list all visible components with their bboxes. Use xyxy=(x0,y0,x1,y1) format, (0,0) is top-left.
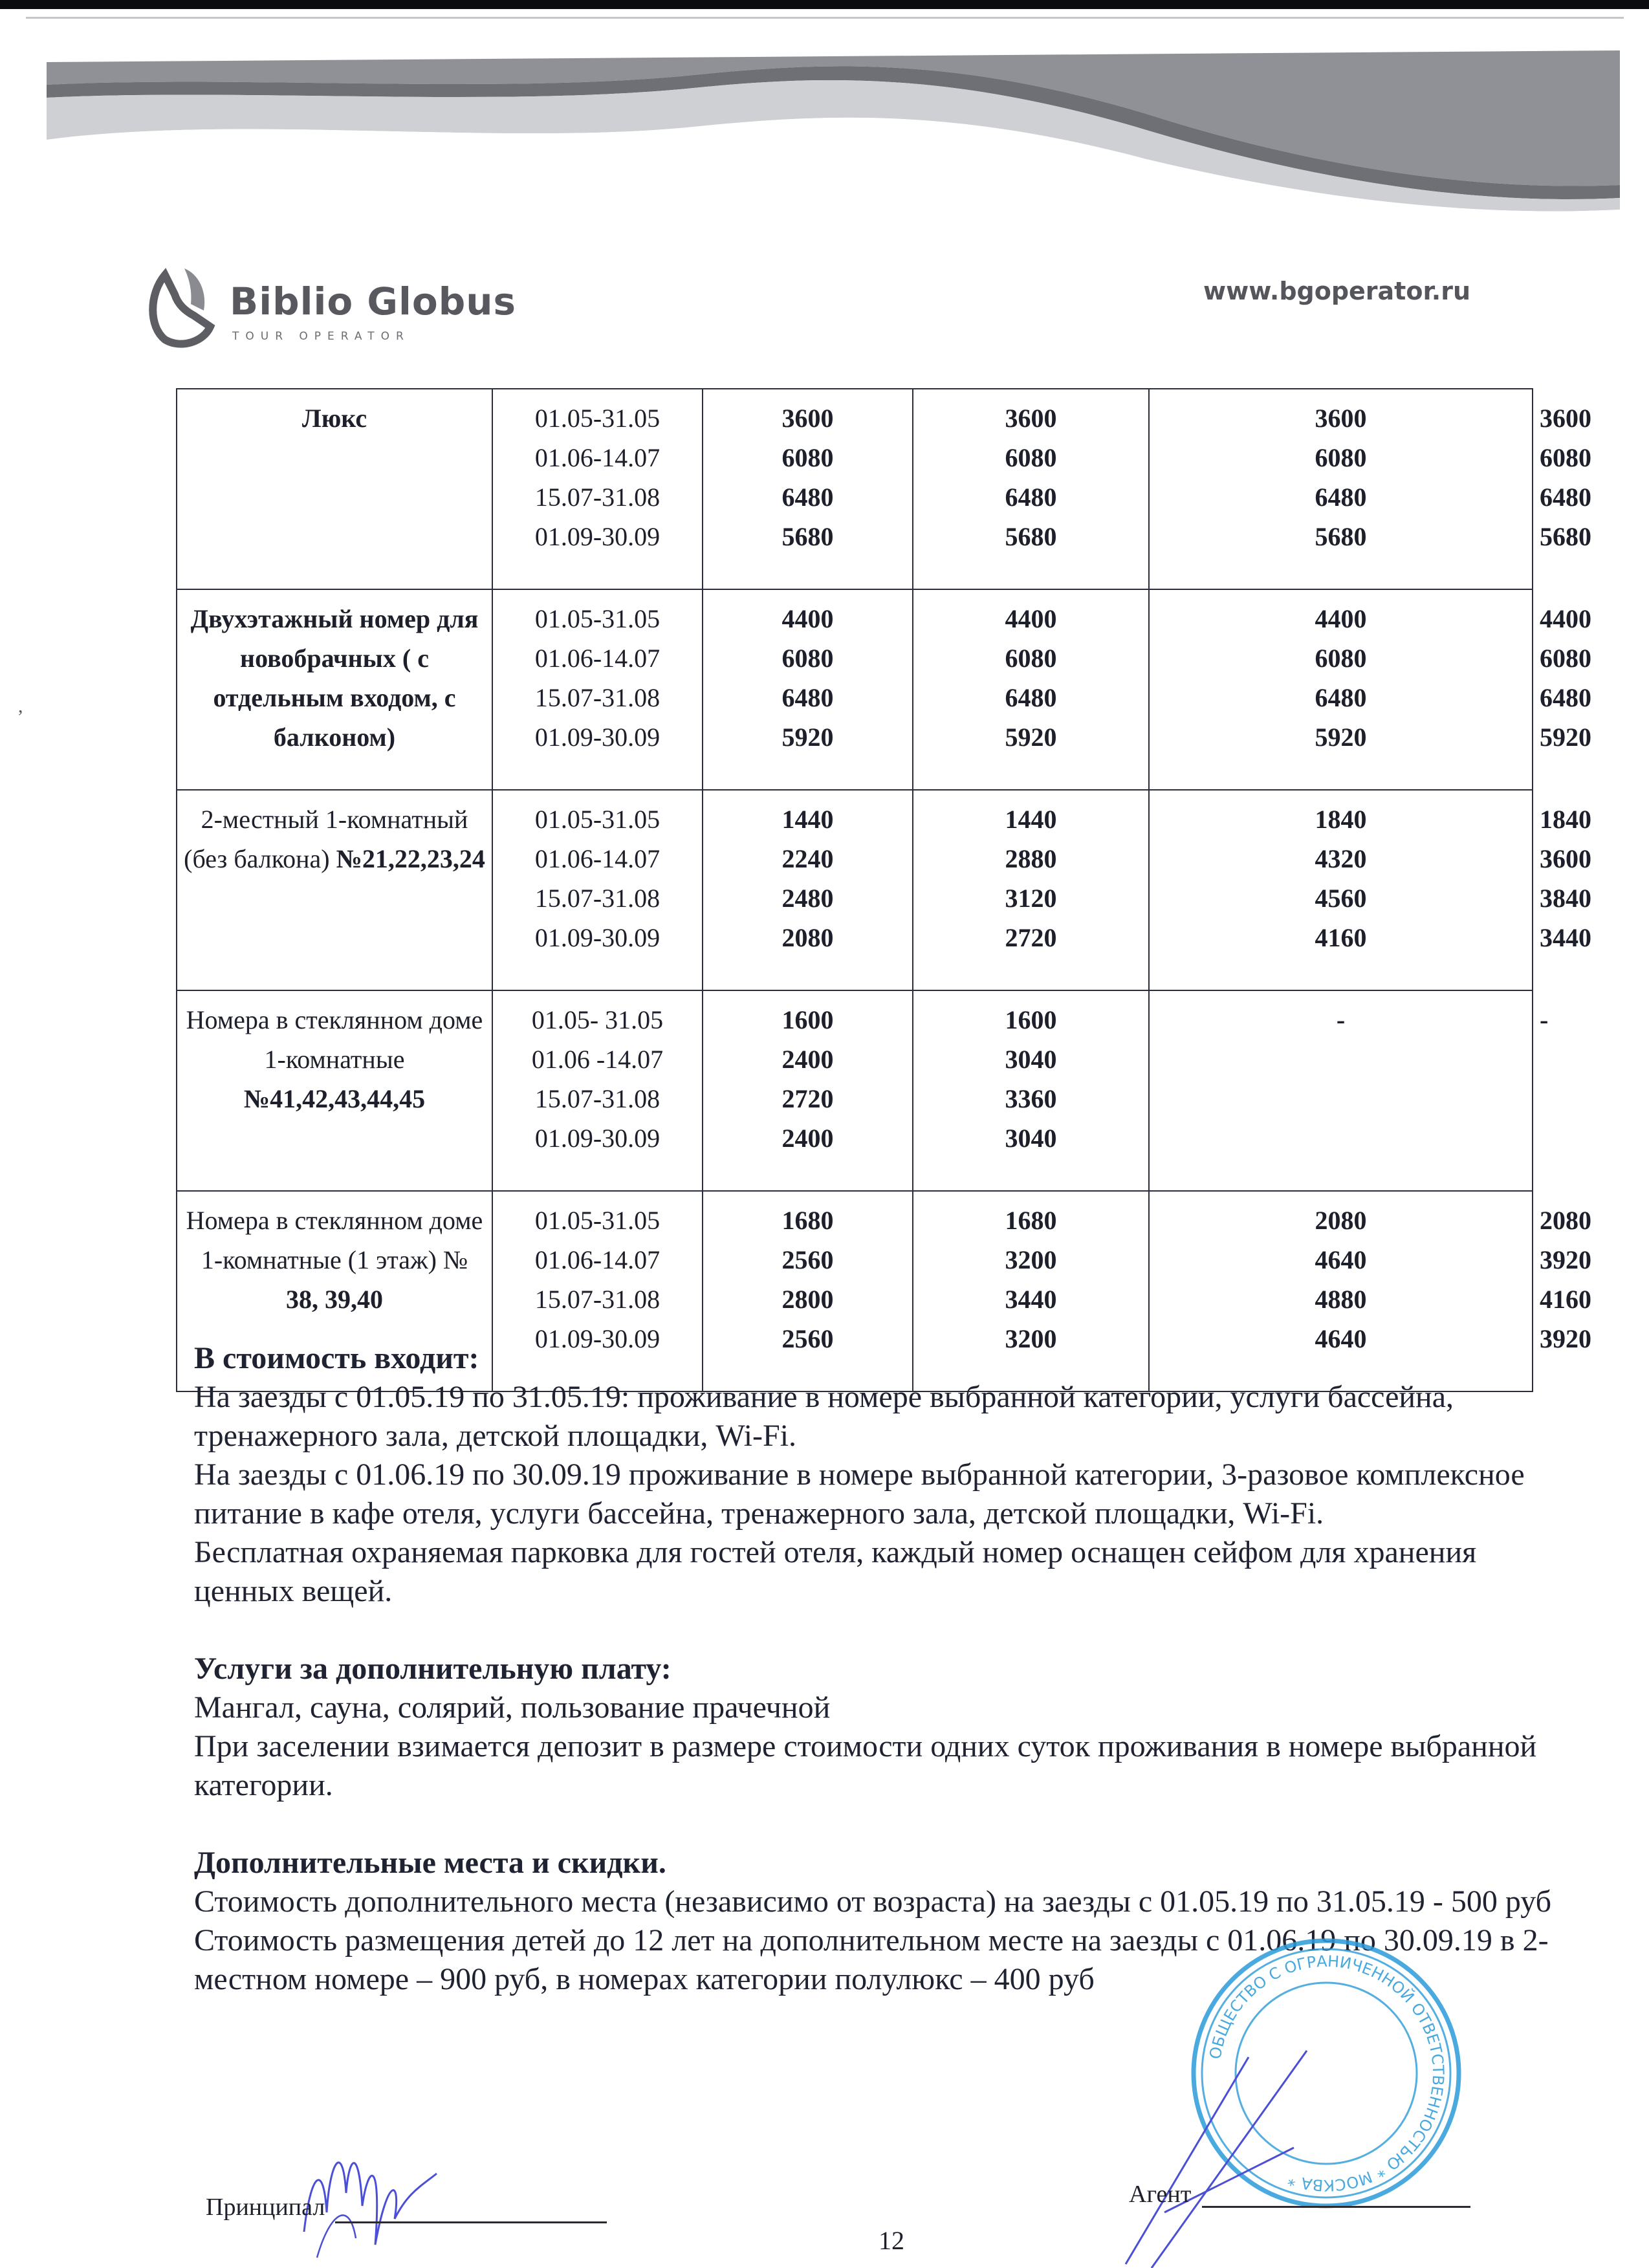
period-range: 01.09-30.09 xyxy=(534,1124,661,1153)
period-range: 01.05-31.05 xyxy=(534,805,661,834)
price-cell xyxy=(1149,990,1533,1191)
price-value: 3600 xyxy=(1005,404,1057,433)
price-value: 4400 xyxy=(1005,604,1057,633)
scan-artifact-line xyxy=(26,17,1624,19)
room-category-text: Номера в стеклянном доме 1-комнатные (1 этаж) № xyxy=(186,1206,483,1274)
agent-label: Агент xyxy=(1129,2181,1192,2208)
room-category-text: Номера в стеклянном доме 1-комнатные xyxy=(186,1005,483,1074)
price-value: 4400 xyxy=(781,604,834,633)
price-value: 5680 xyxy=(1005,522,1057,551)
period-range: 01.09-30.09 xyxy=(534,723,661,752)
price-value: 6080 xyxy=(1315,644,1367,673)
period-range: 15.07-31.08 xyxy=(534,884,661,913)
price-value: 2240 xyxy=(781,844,834,873)
price-table xyxy=(176,388,1591,1392)
price-value: 2720 xyxy=(1005,923,1057,952)
price-value: 4640 xyxy=(1315,1245,1367,1274)
biblio-globus-logo-icon xyxy=(146,265,220,349)
room-category-cell xyxy=(177,389,492,589)
price-value: 6080 xyxy=(781,443,834,472)
brand-logo xyxy=(146,265,547,356)
price-value: 3120 xyxy=(1005,884,1057,913)
included-paragraph: На заезды с 01.05.19 по 31.05.19: проживание в номере выбранной категории, услуги бассейна, тренажерного зала, детской площадки, Wi-Fi. xyxy=(194,1380,1454,1453)
price-value: 2560 xyxy=(781,1324,834,1353)
page-number: 12 xyxy=(879,2226,904,2255)
price-value: 2080 xyxy=(1315,1206,1367,1235)
stamp-ring-text: ОБЩЕСТВО С ОГРАНИЧЕННОЙ ОТВЕТСТВЕННОСТЬЮ * МОСКВА * xyxy=(1206,1952,1448,2195)
price-value: 5680 xyxy=(781,522,834,551)
price-value: - xyxy=(1336,1005,1346,1034)
price-value: 6080 xyxy=(1005,443,1057,472)
period-range: 01.09-30.09 xyxy=(534,1324,661,1353)
extra-beds-heading: Дополнительные места и скидки. xyxy=(194,1846,666,1880)
period-range: 15.07-31.08 xyxy=(534,1285,661,1314)
scan-artifact: , xyxy=(18,695,23,717)
period-range: 01.05-31.05 xyxy=(534,404,661,433)
price-value: 2400 xyxy=(781,1124,834,1153)
price-value: 6080 xyxy=(781,644,834,673)
extra-beds-paragraph: Стоимость размещения детей до 12 лет на дополнительном месте на заезды с 01.06.19 по 30.09.19 в 2-местном номере – 900 руб, в номерах категории полулюкс – 400 руб xyxy=(194,1923,1549,1996)
price-cell xyxy=(703,589,913,790)
period-range: 01.06 -14.07 xyxy=(531,1045,664,1074)
period-range: 01.06-14.07 xyxy=(534,1245,661,1274)
price-value: 4320 xyxy=(1315,844,1367,873)
price-cell xyxy=(913,790,1149,990)
price-value: 6480 xyxy=(1005,483,1057,512)
room-category-text: 2-местный 1-комнатный (без балкона) xyxy=(184,805,468,873)
period-range: 01.05-31.05 xyxy=(534,604,661,633)
room-category-numbers: №41,42,43,44,45 xyxy=(243,1084,426,1113)
period-range: 01.05-31.05 xyxy=(534,1206,661,1235)
period-range: 15.07-31.08 xyxy=(534,1084,661,1113)
price-value: 2400 xyxy=(781,1045,834,1074)
price-value: 5680 xyxy=(1315,522,1367,551)
price-value: 3200 xyxy=(1005,1324,1057,1353)
included-paragraph: Бесплатная охраняемая парковка для гостей отеля, каждый номер оснащен сейфом для хранения ценных вещей. xyxy=(194,1535,1477,1608)
price-value: 2720 xyxy=(781,1084,834,1113)
price-cell xyxy=(703,990,913,1191)
included-heading: В стоимость входит: xyxy=(194,1341,479,1375)
price-value: 3600 xyxy=(781,404,834,433)
price-cell xyxy=(1149,790,1533,990)
period-range: 01.06-14.07 xyxy=(534,844,661,873)
price-row: Люкс 01.05-31.05 01.06-14.07 15.07-31.08 01.09-30.09 3600 6080 6480 5680 3600 6080 6480 5680 3600 6080 6480 5680 3600 6080 6480 5680 xyxy=(177,389,1533,589)
price-value: 4880 xyxy=(1315,1285,1367,1314)
price-cell xyxy=(913,990,1149,1191)
principal-label: Принципал xyxy=(206,2194,325,2221)
price-cell xyxy=(1149,589,1533,790)
price-cell xyxy=(703,389,913,589)
price-value: 2880 xyxy=(1005,844,1057,873)
price-value: 4560 xyxy=(1315,884,1367,913)
price-value: 1680 xyxy=(1005,1206,1057,1235)
price-value: 5920 xyxy=(781,723,834,752)
price-value: 1680 xyxy=(781,1206,834,1235)
price-value: 6080 xyxy=(1005,644,1057,673)
price-cell xyxy=(1149,389,1533,589)
price-value: 1600 xyxy=(781,1005,834,1034)
price-value: 3040 xyxy=(1005,1124,1057,1153)
price-value: 6080 xyxy=(1315,443,1367,472)
room-category-cell xyxy=(177,990,492,1191)
price-value: 6480 xyxy=(781,483,834,512)
period-range: 15.07-31.08 xyxy=(534,483,661,512)
price-value: 3600 xyxy=(1315,404,1367,433)
price-row: Двухэтажный номер для новобрачных ( с отдельным входом, с балконом) 01.05-31.05 01.06-14.07 15.07-31.08 01.09-30.09 4400 6080 6480 5920 4400 6080 6480 5920 4400 6080 6480 5920 4400 6080 6480 5920 xyxy=(177,589,1533,790)
principal-signature-line xyxy=(335,2221,607,2223)
room-category-numbers: Двухэтажный номер для новобрачных ( с отдельным входом, с балконом) xyxy=(190,604,479,752)
period-cell xyxy=(492,389,703,589)
room-category-cell xyxy=(177,589,492,790)
price-value: 4400 xyxy=(1315,604,1367,633)
room-category-cell xyxy=(177,790,492,990)
price-value: 2080 xyxy=(781,923,834,952)
room-category-numbers: Люкс xyxy=(301,404,367,433)
price-row: Номера в стеклянном доме 1-комнатные №41,42,43,44,45 01.05- 31.05 01.06 -14.07 15.07-31.08 01.09-30.09 1600 2400 2720 2400 1600 3040 3360 3040 - - xyxy=(177,990,1533,1191)
price-value: 5920 xyxy=(1315,723,1367,752)
price-value: 6480 xyxy=(1005,683,1057,712)
period-range: 01.06-14.07 xyxy=(534,644,661,673)
period-cell xyxy=(492,990,703,1191)
price-value: 2480 xyxy=(781,884,834,913)
price-value: 6480 xyxy=(781,683,834,712)
price-value: 3440 xyxy=(1005,1285,1057,1314)
website-link[interactable]: www.bgoperator.ru xyxy=(1203,277,1471,305)
price-value: 6480 xyxy=(1315,683,1367,712)
period-range: 01.06-14.07 xyxy=(534,443,661,472)
room-category-numbers: №21,22,23,24 xyxy=(329,844,485,873)
period-range: 01.09-30.09 xyxy=(534,522,661,551)
extra-services-paragraph: При заселении взимается депозит в размере стоимости одних суток проживания в номере выбранной категории. xyxy=(194,1729,1537,1802)
period-cell xyxy=(492,589,703,790)
price-value: 4640 xyxy=(1315,1324,1367,1353)
room-category-numbers: 38, 39,40 xyxy=(286,1285,383,1314)
signature-row xyxy=(0,2180,1649,2264)
price-value: 1600 xyxy=(1005,1005,1057,1034)
extra-beds-paragraph: Стоимость дополнительного места (независимо от возраста) на заезды с 01.05.19 по 31.05.19 - 500 руб xyxy=(194,1884,1552,1919)
price-cell xyxy=(913,389,1149,589)
price-row: Номера в стеклянном доме 1-комнатные (1 этаж) № 38, 39,40 01.05-31.05 01.06-14.07 15.07-31.08 01.09-30.09 1680 2560 2800 2560 1680 3200 3440 3200 2080 4640 4880 4640 2080 3920 4160 3920 xyxy=(177,1191,1533,1391)
price-value: 4160 xyxy=(1315,923,1367,952)
price-value: 5920 xyxy=(1005,723,1057,752)
price-value: 1440 xyxy=(1005,805,1057,834)
agent-signature-line xyxy=(1202,2206,1470,2208)
included-paragraph: На заезды с 01.06.19 по 30.09.19 проживание в номере выбранной категории, 3-разовое комплексное питание в кафе отеля, услуги бассейна, тренажерного зала, детской площадки, Wi-Fi. xyxy=(194,1457,1525,1531)
period-range: 15.07-31.08 xyxy=(534,683,661,712)
extra-services-paragraph: Мангал, сауна, солярий, пользование прачечной xyxy=(194,1690,831,1725)
brand-subtitle: TOUR OPERATOR xyxy=(232,330,410,343)
period-cell xyxy=(492,790,703,990)
extra-services-heading: Услуги за дополнительную плату: xyxy=(194,1652,672,1686)
period-range: 01.05- 31.05 xyxy=(531,1005,664,1034)
price-value: 3040 xyxy=(1005,1045,1057,1074)
price-value: 3200 xyxy=(1005,1245,1057,1274)
price-value: 1440 xyxy=(781,805,834,834)
price-value: 2800 xyxy=(781,1285,834,1314)
price-table-body xyxy=(177,389,1591,1391)
price-value: 1840 xyxy=(1315,805,1367,834)
price-value: 3360 xyxy=(1005,1084,1057,1113)
price-value: 2560 xyxy=(781,1245,834,1274)
price-cell xyxy=(703,790,913,990)
period-range: 01.09-30.09 xyxy=(534,923,661,952)
price-row: 2-местный 1-комнатный (без балкона) №21,22,23,24 01.05-31.05 01.06-14.07 15.07-31.08 01.09-30.09 1440 2240 2480 2080 1440 2880 3120 2720 1840 4320 4560 4160 1840 3600 3840 3440 xyxy=(177,790,1533,990)
terms-text xyxy=(194,1339,1578,1999)
price-value: 6480 xyxy=(1315,483,1367,512)
header-wave-banner xyxy=(47,36,1620,217)
price-cell xyxy=(913,589,1149,790)
brand-name: Biblio Globus xyxy=(230,279,517,323)
scan-edge xyxy=(0,0,1649,9)
